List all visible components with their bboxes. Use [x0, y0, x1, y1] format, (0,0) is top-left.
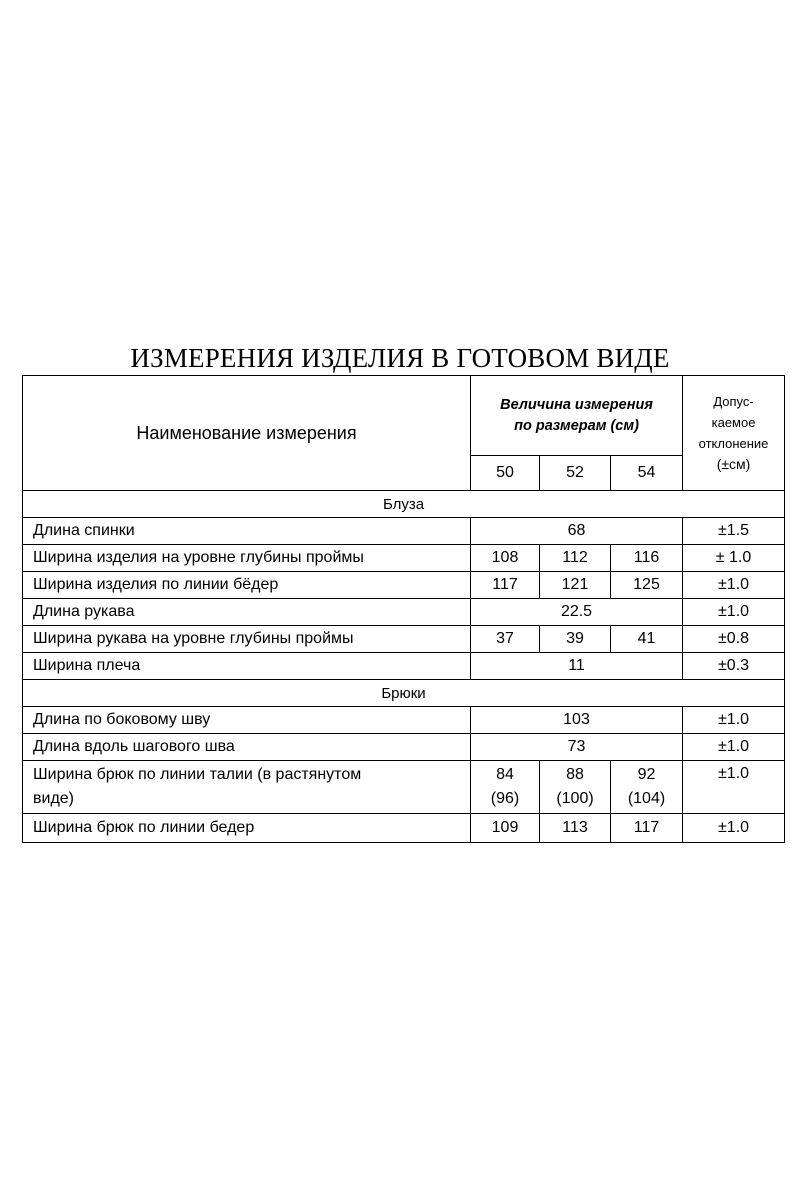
measurement-name: Ширина изделия на уровне глубины проймы — [23, 545, 471, 572]
measurement-name: Длина спинки — [23, 518, 471, 545]
section-row — [23, 680, 785, 707]
tolerance-value: ±1.0 — [683, 761, 785, 814]
header-tol-line2: каемое — [711, 415, 756, 430]
table-row — [23, 734, 785, 761]
table-row — [23, 761, 785, 814]
measurement-name-line1: Ширина брюк по линии талии (в растянутом — [33, 766, 362, 783]
measurement-value: 68 — [471, 518, 683, 545]
table-row — [23, 572, 785, 599]
tolerance-value: ±0.3 — [683, 653, 785, 680]
measurement-name: Ширина брюк по линии бедер — [23, 814, 471, 843]
header-tolerance — [683, 376, 785, 491]
tolerance-value: ±0.8 — [683, 626, 785, 653]
tolerance-value: ±1.0 — [683, 707, 785, 734]
table-row — [23, 545, 785, 572]
value-size-54: 125 — [611, 572, 683, 599]
value-size-50: 37 — [471, 626, 540, 653]
header-size-line2: по размерам (см) — [514, 417, 639, 434]
header-tol-line1: Допус- — [713, 394, 754, 409]
table-row — [23, 518, 785, 545]
measurement-name: Длина вдоль шагового шва — [23, 734, 471, 761]
tolerance-value: ±1.0 — [683, 814, 785, 843]
table-row — [23, 707, 785, 734]
tolerance-value: ±1.0 — [683, 734, 785, 761]
header-tol-line3: отклонение — [698, 436, 769, 451]
value-main: 92 — [637, 766, 656, 783]
header-tol-line4: (±см) — [716, 456, 751, 472]
measurement-value: 22.5 — [471, 599, 683, 626]
measurement-name: Ширина рукава на уровне глубины проймы — [23, 626, 471, 653]
header-size-value — [471, 376, 683, 456]
table-row — [23, 599, 785, 626]
tolerance-value: ±1.0 — [683, 572, 785, 599]
measurement-name: Ширина изделия по линии бёдер — [23, 572, 471, 599]
value-main: 88 — [566, 766, 584, 783]
table-row — [23, 626, 785, 653]
measurement-name: Ширина плеча — [23, 653, 471, 680]
tolerance-value: ±1.0 — [683, 599, 785, 626]
value-size-52: 121 — [540, 572, 611, 599]
value-size-50: 108 — [471, 545, 540, 572]
section-title-trousers: Брюки — [23, 680, 785, 707]
size-52: 52 — [540, 456, 611, 491]
value-main: 84 — [496, 766, 514, 783]
table-row — [23, 814, 785, 843]
tolerance-value: ± 1.0 — [683, 545, 785, 572]
value-stretched: (100) — [556, 790, 594, 807]
header-size-line1: Величина измерения — [500, 396, 653, 413]
value-size-50: 117 — [471, 572, 540, 599]
measurement-name-line2: виде) — [33, 790, 74, 807]
value-size-54: 117 — [611, 814, 683, 843]
value-size-54: 41 — [611, 626, 683, 653]
measurement-name: Длина по боковому шву — [23, 707, 471, 734]
value-size-52: 113 — [540, 814, 611, 843]
value-size-52: 112 — [540, 545, 611, 572]
measurements-table — [22, 375, 785, 843]
value-size-52 — [540, 761, 611, 814]
measurement-name: Длина рукава — [23, 599, 471, 626]
section-title-blouse: Блуза — [23, 491, 785, 518]
value-size-54 — [611, 761, 683, 814]
header-row — [23, 376, 785, 456]
section-row — [23, 491, 785, 518]
measurement-value: 11 — [471, 653, 683, 680]
value-stretched: (104) — [627, 790, 666, 807]
value-stretched: (96) — [490, 790, 520, 807]
measurement-name — [23, 761, 471, 814]
size-54: 54 — [611, 456, 683, 491]
table-row — [23, 653, 785, 680]
measurement-value: 73 — [471, 734, 683, 761]
value-size-50: 109 — [471, 814, 540, 843]
value-size-54: 116 — [611, 545, 683, 572]
value-size-52: 39 — [540, 626, 611, 653]
value-size-50 — [471, 761, 540, 814]
measurement-value: 103 — [471, 707, 683, 734]
tolerance-value: ±1.5 — [683, 518, 785, 545]
size-50: 50 — [471, 456, 540, 491]
header-measurement-name: Наименование измерения — [23, 376, 471, 491]
page-title: ИЗМЕРЕНИЯ ИЗДЕЛИЯ В ГОТОВОМ ВИДЕ — [130, 343, 670, 373]
